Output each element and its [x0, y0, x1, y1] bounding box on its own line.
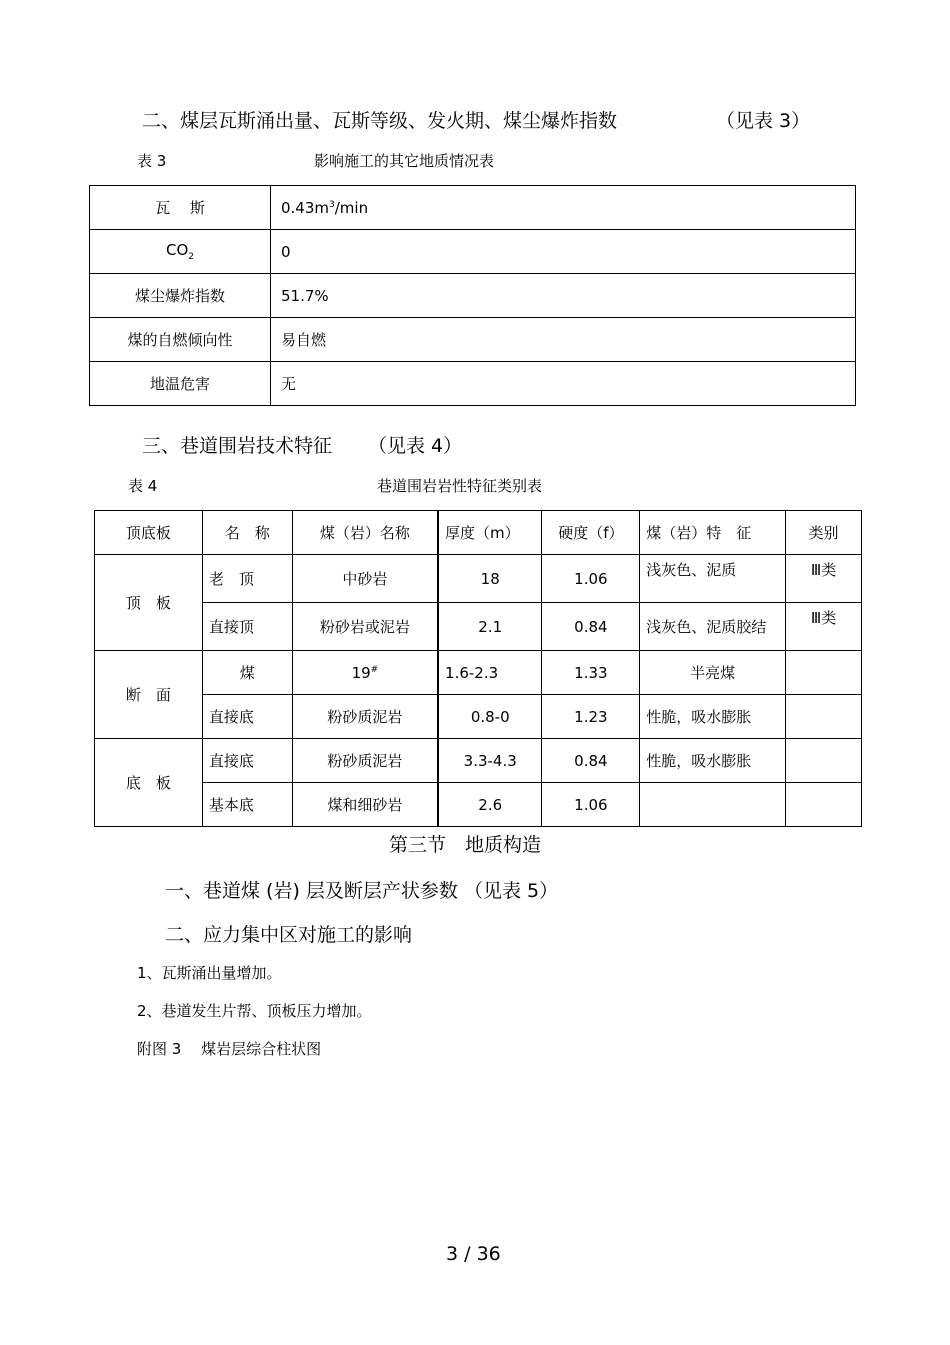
- figure-ref: 附图 3 煤岩层综合柱状图: [137, 1040, 322, 1058]
- table-cell: 1.23: [542, 695, 640, 739]
- table-cell: 51.7%: [271, 274, 856, 318]
- section-title: 第三节 地质构造: [389, 834, 542, 856]
- header-cell: 厚度（m）: [438, 511, 542, 555]
- table-header-row: [95, 511, 862, 555]
- table-row: [95, 555, 862, 603]
- table3: [89, 185, 856, 406]
- seam-number-sup: #: [370, 664, 379, 675]
- table-cell: 煤的自燃倾向性: [90, 318, 271, 362]
- table-row: [90, 186, 856, 230]
- table-row: [95, 695, 862, 739]
- seam-number: 19: [351, 663, 371, 682]
- table-row: [90, 230, 856, 274]
- table-cell: 地温危害: [90, 362, 271, 406]
- table-cell: 2.1: [438, 603, 542, 651]
- table4-title: 巷道围岩岩性特征类别表: [377, 477, 543, 495]
- table-row: [90, 318, 856, 362]
- group-cell: 顶 板: [95, 555, 203, 651]
- section2-heading: [142, 106, 617, 133]
- table-cell: [640, 783, 786, 827]
- table-cell: 0.84: [542, 603, 640, 651]
- table-cell: 粉砂质泥岩: [292, 739, 438, 783]
- table-cell: [786, 651, 862, 695]
- table-row: [95, 651, 862, 695]
- table-row: [95, 783, 862, 827]
- table-cell: 无: [271, 362, 856, 406]
- table-cell: 粉砂质泥岩: [292, 695, 438, 739]
- table4: [94, 510, 862, 827]
- table-cell: 瓦 斯: [90, 186, 271, 230]
- table-cell: 性脆，吸水膨胀: [640, 695, 786, 739]
- table-cell: [786, 783, 862, 827]
- table-cell: 0.84: [542, 739, 640, 783]
- table-cell: 基本底: [202, 783, 292, 827]
- section3-heading: 三、巷道围岩技术特征: [142, 435, 333, 457]
- section3-ref: （见表 4）: [368, 435, 463, 457]
- table4-label: 表 4: [128, 477, 158, 495]
- item-1: 一、巷道煤 (岩) 层及断层产状参数 （见表 5）: [165, 880, 559, 902]
- table-cell: 18: [438, 555, 542, 603]
- table-cell: 3.3-4.3: [438, 739, 542, 783]
- table-cell: [292, 651, 438, 695]
- table-cell: 浅灰色、泥质: [640, 555, 786, 603]
- table-cell: 直接底: [202, 739, 292, 783]
- table-cell: Ⅲ类: [786, 603, 862, 651]
- table-cell: 半亮煤: [640, 651, 786, 695]
- table-cell: 0: [271, 230, 856, 274]
- table-cell: 直接底: [202, 695, 292, 739]
- table-cell: 易自燃: [271, 318, 856, 362]
- header-cell: 顶底板: [95, 511, 203, 555]
- page-number: 3 / 36: [446, 1243, 501, 1265]
- table-cell: [786, 739, 862, 783]
- point-2: 2、巷道发生片帮、顶板压力增加。: [137, 1002, 372, 1020]
- header-cell: 类别: [786, 511, 862, 555]
- co-label-sub: 2: [188, 252, 194, 262]
- table-cell: 性脆，吸水膨胀: [640, 739, 786, 783]
- table-cell: 2.6: [438, 783, 542, 827]
- table-row: [90, 274, 856, 318]
- group-cell: 底 板: [95, 739, 203, 827]
- table-cell: 1.06: [542, 783, 640, 827]
- header-cell: 煤（岩）特 征: [640, 511, 786, 555]
- group-cell: 断 面: [95, 651, 203, 739]
- gas-value: 0.43m: [281, 198, 330, 217]
- table-cell: 1.06: [542, 555, 640, 603]
- table-row: [95, 739, 862, 783]
- section2-ref: （见表 3）: [716, 110, 811, 132]
- header-cell: 名 称: [202, 511, 292, 555]
- table-cell: 浅灰色、泥质胶结: [640, 603, 786, 651]
- table-cell: 中砂岩: [292, 555, 438, 603]
- table-row: [90, 362, 856, 406]
- table-cell: [90, 230, 271, 274]
- table-cell: [786, 695, 862, 739]
- gas-value-sup: 3: [329, 199, 335, 210]
- section2-heading-text: 二、煤层瓦斯涌出量、瓦斯等级、发火期、煤尘爆炸指数: [142, 110, 618, 132]
- table3-label: 表 3: [137, 152, 167, 170]
- table-cell: 0.8-0: [438, 695, 542, 739]
- table-cell: 老 顶: [202, 555, 292, 603]
- header-cell: 硬度（f）: [542, 511, 640, 555]
- table-cell: Ⅲ类: [786, 555, 862, 603]
- table-cell: [271, 186, 856, 230]
- co-label: CO: [165, 241, 189, 259]
- table-cell: 煤: [202, 651, 292, 695]
- header-cell: 煤（岩）名称: [292, 511, 438, 555]
- table-cell: 1.33: [542, 651, 640, 695]
- item-2: 二、应力集中区对施工的影响: [165, 924, 413, 946]
- table3-title: 影响施工的其它地质情况表: [314, 152, 495, 170]
- table-cell: 煤尘爆炸指数: [90, 274, 271, 318]
- table-cell: 粉砂岩或泥岩: [292, 603, 438, 651]
- table-cell: 1.6-2.3: [438, 651, 542, 695]
- table-cell: 直接顶: [202, 603, 292, 651]
- table-cell: 煤和细砂岩: [292, 783, 438, 827]
- gas-value-unit: /min: [334, 198, 369, 217]
- point-1: 1、瓦斯涌出量增加。: [137, 964, 282, 982]
- table-row: [95, 603, 862, 651]
